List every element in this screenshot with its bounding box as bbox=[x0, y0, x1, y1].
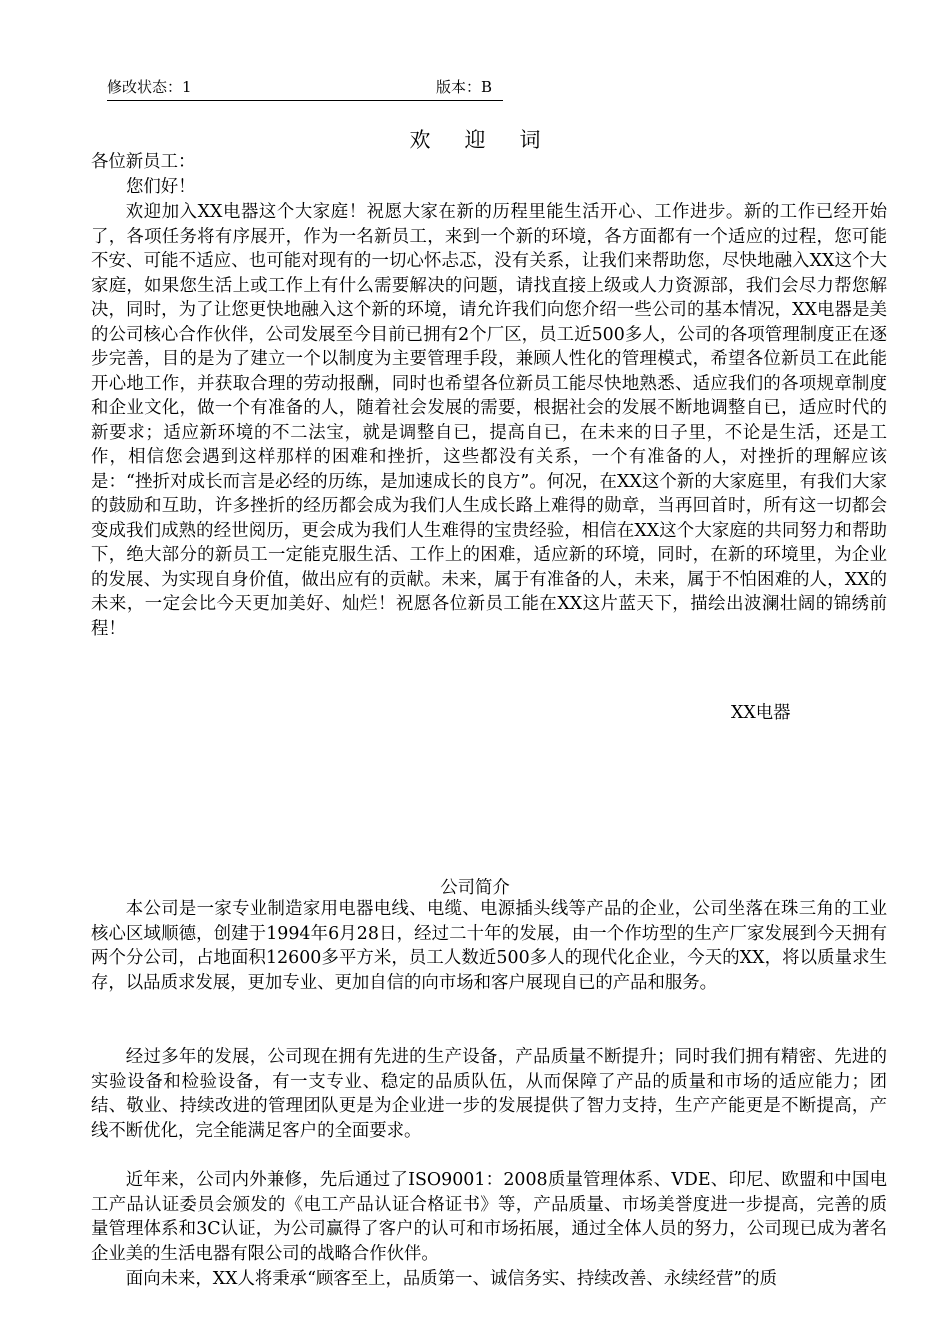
welcome-body: 欢迎加入XX电器这个大家庭！祝愿大家在新的历程里能生活开心、工作进步。新的工作已经开始了，各项任务将有序展开，作为一名新员工，来到一个新的环境，各方面都有一个适应的过程，您可能不安、可能不适应、也可能对现有的一切心怀忐忑，没有关系，让我们来帮助您，尽快地融入XX这个大家庭，如果您生活上或工作上有什么需要解决的问题，请找直接上级或人力资源部，我们会尽力帮您解决，同时，为了让您更快地融入这个新的环境，请允许我们向您介绍一些公司的基本情况，XX电器是美的公司核心合作伙伴，公司发展至今目前已拥有2个厂区，员工近500多人，公司的各项管理制度正在逐步完善，目的是为了建立一个以制度为主要管理手段，兼顾人性化的管理模式，希望各位新员工在此能开心地工作，并获取合理的劳动报酬，同时也希望各位新员工能尽快地熟悉、适应我们的各项规章制度和企业文化，做一个有准备的人，随着社会发展的需要，根据社会的发展不断地调整自已，适应时代的新要求；适应新环境的不二法宝，就是调整自已，提高自已，在未来的日子里，不论是生活，还是工作，相信您会遇到这样那样的困难和挫折，这些都没有关系，一个有准备的人，对挫折的理解应该是：“挫折对成长而言是必经的历练，是加速成长的良方”。何况，在XX这个新的大家庭里，有我们大家的鼓励和互助，许多挫折的经历都会成为我们人生成长路上难得的勋章，当再回首时，所有这一切都会变成我们成熟的经世阅历，更会成为我们人生难得的宝贵经验，相信在XX这个大家庭的共同努力和帮助下，绝大部分的新员工一定能克服生活、工作上的困难，适应新的环境，同时，在新的环境里，为企业的发展、为实现自身价值，做出应有的贡献。未来，属于有准备的人，未来，属于不怕困难的人，XX的未来，一定会比今天更加美好、灿烂！祝愿各位新员工能在XX这片蓝天下，描绘出波澜壮阔的锦绣前程！ bbox=[91, 202, 887, 639]
revision-status: 修改状态：1 bbox=[107, 78, 192, 96]
salutation: 各位新员工： bbox=[91, 152, 196, 172]
signature: XX电器 bbox=[731, 703, 791, 723]
intro-paragraph-1: 本公司是一家专业制造家用电器电线、电缆、电源插头线等产品的企业，公司坐落在珠三角的工业核心区域顺德，创建于1994年6月28日，经过二十年的发展，由一个作坊型的生产厂家发展到今天拥有两个分公司，占地面积12600多平方米，员工人数近500多人的现代化企业，今天的XX，将以质量求生存，以品质求发展，更加专业、更加自信的向市场和客户展现自已的产品和服务。 bbox=[91, 899, 887, 993]
greeting: 您们好！ bbox=[126, 177, 196, 197]
company-intro-title: 公司简介 bbox=[440, 878, 510, 898]
welcome-title: 欢迎词 bbox=[409, 128, 575, 152]
version-label: 版本：B bbox=[436, 78, 493, 96]
document-header bbox=[107, 78, 503, 101]
intro-paragraph-2: 经过多年的发展，公司现在拥有先进的生产设备，产品质量不断提升；同时我们拥有精密、先进的实验设备和检验设备，有一支专业、稳定的品质队伍，从而保障了产品的质量和市场的适应能力；团结、敬业、持续改进的管理团队更是为企业进一步的发展提供了智力支持，生产产能更是不断提高，产线不断优化，完全能满足客户的全面要求。 bbox=[91, 1047, 887, 1141]
intro-paragraph-4: 面向未来，XX人将秉承“顾客至上，品质第一、诚信务实、持续改善、永续经营”的质 bbox=[125, 1269, 778, 1289]
intro-paragraph-3: 近年来，公司内外兼修，先后通过了ISO9001：2008质量管理体系、VDE、印尼、欧盟和中国电工产品认证委员会颁发的《电工产品认证合格证书》等，产品质量、市场美誉度进一步提高，完善的质量管理体系和3C认证，为公司赢得了客户的认可和市场拓展，通过全体人员的努力，公司现已成为著名企业美的生活电器有限公司的战略合作伙伴。 bbox=[91, 1170, 887, 1264]
